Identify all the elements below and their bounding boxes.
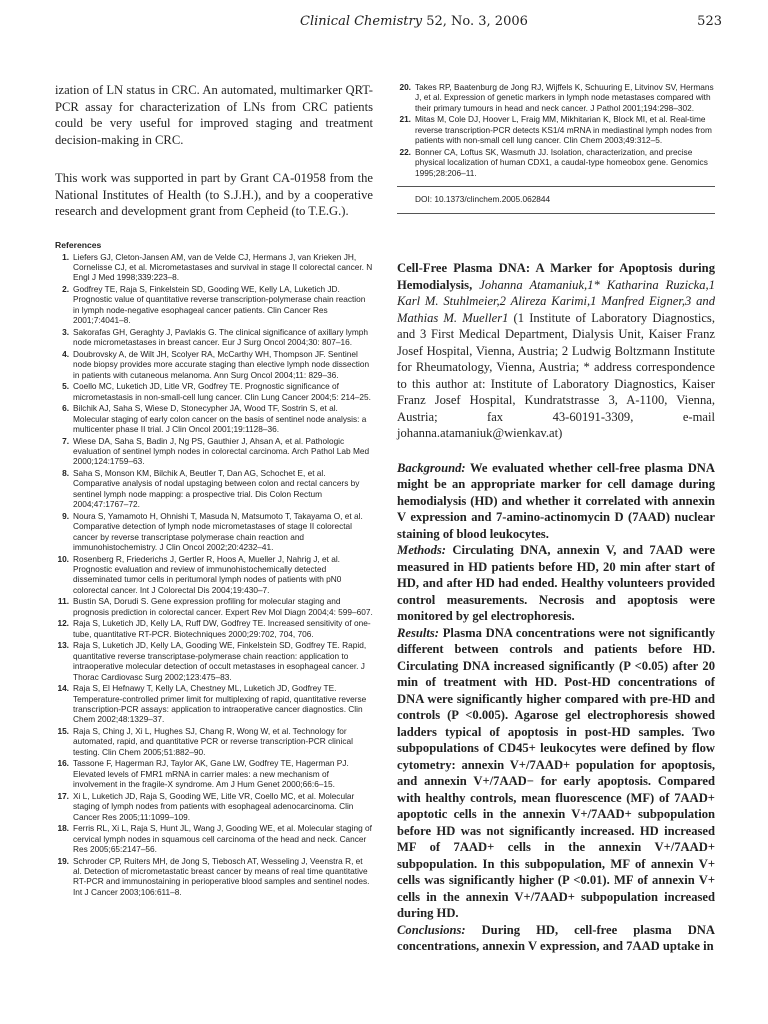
reference-item	[55, 618, 373, 639]
reference-item	[55, 596, 373, 617]
page-number: 523	[697, 14, 722, 29]
reference-item	[55, 640, 373, 682]
divider	[397, 186, 715, 187]
reference-number: 13.	[57, 640, 69, 651]
reference-number: 8.	[62, 467, 69, 478]
conclusion-paragraph: ization of LN status in CRC. An automated, multimarker QRT-PCR assay for characterization of LNs from CRC patients could be very useful for improved staging and treatment decision-making in CRC.	[55, 83, 373, 147]
acknowledgment-paragraph: This work was supported in part by Grant CA-01958 from the National Institutes of Health (to S.J.H.), and by a cooperative research and development grant from Cepheid (to T.E.G.).	[55, 171, 373, 218]
reference-text: Raja S, Luketich JD, Kelly LA, Gooding WE, Finkelstein SD, Godfrey TE. Rapid, quantitative reverse transcriptase-polymerase chain reaction: application to intraoperative molecular detection of occult metastases in esophageal cancer. J Thorac Cardiovasc Surg 2002;123:475–83.	[73, 640, 367, 682]
reference-item	[55, 856, 373, 898]
reference-text: Mitas M, Cole DJ, Hoover L, Fraig MM, Mikhitarian K, Block MI, et al. Real-time reverse transcription-PCR detects KS1/4 mRNA in mediastinal lymph nodes from patients with non-small cell lung cancer. Clin Chem 2003;49:312–5.	[415, 114, 712, 146]
reference-item	[55, 327, 373, 348]
reference-number: 14.	[57, 683, 69, 694]
abstract-text: Plasma DNA concentrations were not significantly different between controls and patients before HD. Circulating DNA increased significantly (P <0.05) after 20 min of treatment with HD. Post-HD concentrations of DNA were significantly higher compared with pre-HD and controls (P <0.005). Agarose gel electrophoresis showed ladders typical of apoptosis in post-HD samples. Two subpopulations of CD45+ leukocytes were defined by flow cytometry: annexin V+/7AAD+ population for apoptosis, and annexin V+/7AAD− for early apoptosis. Compared with healthy controls, mean fluorescence (MF) of 7AAD+ apoptotic cells in the annexin V+/7AAD+ subpopulation before HD was not significantly increased. HD increased MF of 7AAD+ cells in the annexin V+/7AAD+ subpopulation. In this subpopulation, MF of annexin V+ cells was significantly higher (P <0.01). MF of annexin V+ cells in the annexin V+/7AAD+ subpopulation increased during HD.	[397, 625, 715, 921]
article-title: Cell-Free Plasma DNA: A Marker for Apoptosis during Hemodialysis,	[397, 261, 715, 292]
reference-item	[55, 403, 373, 434]
reference-text: Ferris RL, Xi L, Raja S, Hunt JL, Wang J, Gooding WE, et al. Molecular staging of cervical lymph nodes in squamous cell carcinoma of the head and neck. Cancer Res 2005;65:2147–56.	[73, 823, 372, 855]
running-header	[300, 14, 528, 29]
article-authors: Johanna Atamaniuk,1* Katharina Ruzicka,1 Karl M. Stuhlmeier,2 Alireza Karimi,1 Manfred Eigner,3 and Mathias M. Mueller1	[397, 277, 715, 325]
reference-text: Xi L, Luketich JD, Raja S, Gooding WE, Litle VR, Coello MC, et al. Molecular staging of lymph nodes from patients with esophageal adenocarcinoma. Clin Cancer Res 2005;11:1099–109.	[73, 790, 355, 822]
left-column	[55, 82, 373, 898]
reference-item	[55, 823, 373, 854]
abstract-label: Conclusions:	[397, 922, 466, 937]
reference-text: Wiese DA, Saha S, Badin J, Ng PS, Gauthier J, Ahsan A, et al. Pathologic evaluation of sentinel lymph nodes in colorectal carcinoma. Arch Pathol Lab Med 2000;124:1759–63.	[73, 435, 370, 467]
journal-name: Clinical Chemistry	[300, 14, 423, 29]
right-column	[397, 82, 715, 955]
reference-item	[55, 726, 373, 757]
reference-text: Tassone F, Hagerman RJ, Taylor AK, Gane LW, Godfrey TE, Hagerman PJ. Elevated levels of FMR1 mRNA in carrier males: a new mechanism of involvement in the fragile-X syndrome. Am J Hum Genet 2000;66:6–15.	[73, 758, 349, 790]
reference-number: 22.	[399, 146, 411, 157]
reference-text: Liefers GJ, Cleton-Jansen AM, van de Velde CJ, Hermans J, van Krieken JH, Cornelisse CJ, et al. Micrometastases and survival in stage II colorectal cancer. N Engl J Med 1998;339:223–8.	[73, 251, 373, 283]
reference-item	[55, 511, 373, 553]
abstract	[397, 460, 715, 955]
reference-item	[55, 554, 373, 596]
abstract-section	[397, 922, 715, 955]
reference-text: Saha S, Monson KM, Bilchik A, Beutler T, Dan AG, Schochet E, et al. Comparative analysis of nodal upstaging between colon and rectal cancers by sentinel lymph node mapping: a prospective trial. Dis Colon Rectum 2004;47:1767–72.	[73, 467, 360, 510]
reference-number: 15.	[57, 726, 69, 736]
abstract-text: During HD, cell-free plasma DNA concentrations, annexin V expression, and 7AAD uptake in	[397, 922, 715, 954]
reference-item	[55, 349, 373, 380]
reference-number: 10.	[57, 553, 69, 564]
abstract-section	[397, 542, 715, 625]
reference-list	[55, 252, 373, 898]
reference-number: 12.	[57, 618, 69, 629]
divider	[397, 213, 715, 214]
reference-number: 1.	[62, 251, 69, 262]
reference-item	[397, 82, 715, 113]
reference-text: Raja S, El Hefnawy T, Kelly LA, Chestney ML, Luketich JD, Godfrey TE. Temperature-controlled primer limit for multiplexing of rapid, quantitative reverse transcription-PCR assays: application to intraoperative cancer diagnostics. Clin Chem 2002;48:1329–37.	[73, 683, 367, 725]
reference-item	[55, 468, 373, 510]
reference-number: 17.	[57, 790, 69, 801]
reference-number: 4.	[62, 348, 69, 359]
abstract-text: We evaluated whether cell-free plasma DNA might be an appropriate marker for cell damage during hemodialysis (HD) and whether it correlated with annexin V expression and 7-amino-actinomycin D (7AAD) nuclear staining of blood leukocytes.	[397, 460, 715, 541]
reference-number: 5.	[62, 381, 69, 392]
abstract-section	[397, 460, 715, 543]
reference-number: 19.	[57, 855, 69, 866]
abstract-text: Circulating DNA, annexin V, and 7AAD were measured in HD patients before HD, 20 min after start of HD, and after HD had ended. Healthy volunteers provided control measurements. Necrosis and apoptosis were monitored by gel electrophoresis.	[397, 543, 715, 624]
reference-number: 7.	[62, 435, 69, 446]
abstract-label: Results:	[397, 625, 439, 640]
doi: DOI: 10.1373/clinchem.2005.062844	[415, 194, 551, 205]
reference-item	[55, 791, 373, 822]
reference-text: Godfrey TE, Raja S, Finkelstein SD, Gooding WE, Kelly LA, Luketich JD. Prognostic value of quantitative reverse transcription-polymerase chain reaction in lymph node-negative esophageal cancer patients. Clin Cancer Res 2001;7:4041–8.	[73, 283, 366, 326]
reference-number: 11.	[57, 596, 69, 607]
reference-item	[397, 114, 715, 145]
reference-text: Bonner CA, Loftus SK, Wasmuth JJ. Isolation, characterization, and precise physical localization of human CDX1, a caudal-type homeobox gene. Genomics 1995;28:206–11.	[415, 146, 708, 178]
reference-number: 18.	[57, 823, 69, 834]
reference-item	[55, 284, 373, 326]
article-affiliations: (1 Institute of Laboratory Diagnostics, and 3 First Medical Department, Dialysis Unit, Kaiser Franz Josef Hospital, Vienna, Austria; 2 Ludwig Boltzmann Institute for Rheumatology, Vienna, Austria; * address correspondence to this author at: Institute of Laboratory Diagnostics, Kaiser Franz Josef Hospital, Kundratstrasse 3, A-1100, Vienna, Austria; fax 43-60191-3309, e-mail johanna.atamaniuk@wienkav.at)	[397, 310, 715, 441]
reference-number: 6.	[62, 403, 69, 414]
reference-number: 2.	[62, 283, 69, 294]
reference-item	[55, 758, 373, 789]
reference-list-continued	[397, 82, 715, 178]
journal-volume: 52, No. 3, 2006	[426, 14, 528, 29]
reference-item	[55, 683, 373, 725]
reference-text: Takes RP, Baatenburg de Jong RJ, Wijffels K, Schuuring E, Litvinov SV, Hermans J, et al. Expression of genetic markers in lymph node metastases compared with their primary tumours in head and neck cancer. J Pathol 2001;194:298–302.	[415, 82, 714, 113]
reference-number: 9.	[62, 510, 69, 521]
reference-number: 20.	[399, 82, 411, 92]
references-heading: References	[55, 239, 102, 250]
reference-item	[55, 436, 373, 467]
reference-text: Coello MC, Luketich JD, Litle VR, Godfrey TE. Prognostic significance of micrometastasis in non-small-cell lung cancer. Clin Lung Cancer 2004;5: 214–25.	[73, 381, 371, 402]
reference-text: Raja S, Luketich JD, Kelly LA, Ruff DW, Godfrey TE. Increased sensitivity of one-tube, quantitative RT-PCR. Biotechniques 2000;29:702, 704, 706.	[73, 618, 371, 639]
reference-item	[55, 381, 373, 402]
reference-item	[55, 252, 373, 283]
reference-number: 3.	[62, 326, 69, 337]
reference-text: Schroder CP, Ruiters MH, de Jong S, Tiebosch AT, Wesseling J, Veenstra R, et al. Detection of micrometastatic breast cancer by means of real time quantitative RT-PCR and immunostaining in perioperative blood samples and sentinel nodes. Int J Cancer 2003;106:611–8.	[73, 855, 370, 897]
reference-number: 21.	[399, 114, 411, 125]
reference-text: Doubrovsky A, de Wilt JH, Scolyer RA, McCarthy WH, Thompson JF. Sentinel node biopsy provides more accurate staging than elective lymph node dissection in patients with cutaneous melanoma. Ann Surg Oncol 2004;11: 829–36.	[73, 348, 370, 380]
abstract-label: Background:	[397, 460, 466, 475]
reference-text: Rosenberg R, Friederichs J, Gertler R, Hoos A, Mueller J, Nahrig J, et al. Prognostic evaluation and review of immunohistochemically detected disseminated tumor cells in peritumoral lymph nodes of patients with pN0 colorectal cancer. Int J Colorectal Dis 2004;19:430–7.	[73, 553, 342, 595]
reference-text: Noura S, Yamamoto H, Ohnishi T, Masuda N, Matsumoto T, Takayama O, et al. Comparative detection of lymph node micrometastases of stage II colorectal cancer by reverse transcriptase polymerase chain reaction and immunohistochemistry. J Clin Oncol 2002;20:4232–41.	[73, 510, 363, 552]
reference-text: Sakorafas GH, Geraghty J, Pavlakis G. The clinical significance of axillary lymph node micrometastases in breast cancer. Eur J Surg Oncol 2004;30: 807–16.	[73, 326, 368, 348]
reference-text: Bustin SA, Dorudi S. Gene expression profiling for molecular staging and prognosis prediction in colorectal cancer. Expert Rev Mol Diagn 2004;4: 599–607.	[73, 596, 373, 617]
reference-text: Raja S, Ching J, Xi L, Hughes SJ, Chang R, Wong W, et al. Technology for automated, rapid, and quantitative PCR or reverse transcription-PCR clinical testing. Clin Chem 2005;51:882–90.	[73, 726, 353, 757]
abstract-section	[397, 625, 715, 922]
reference-item	[397, 147, 715, 178]
abstract-label: Methods:	[397, 543, 446, 558]
reference-text: Bilchik AJ, Saha S, Wiese D, Stonecypher JA, Wood TF, Sostrin S, et al. Molecular staging of early colon cancer on the basis of sentinel node analysis: a multicenter phase II trial. J Clin Oncol 2001;19:1128–36.	[73, 403, 367, 434]
article-header	[397, 260, 715, 442]
reference-number: 16.	[57, 758, 69, 769]
